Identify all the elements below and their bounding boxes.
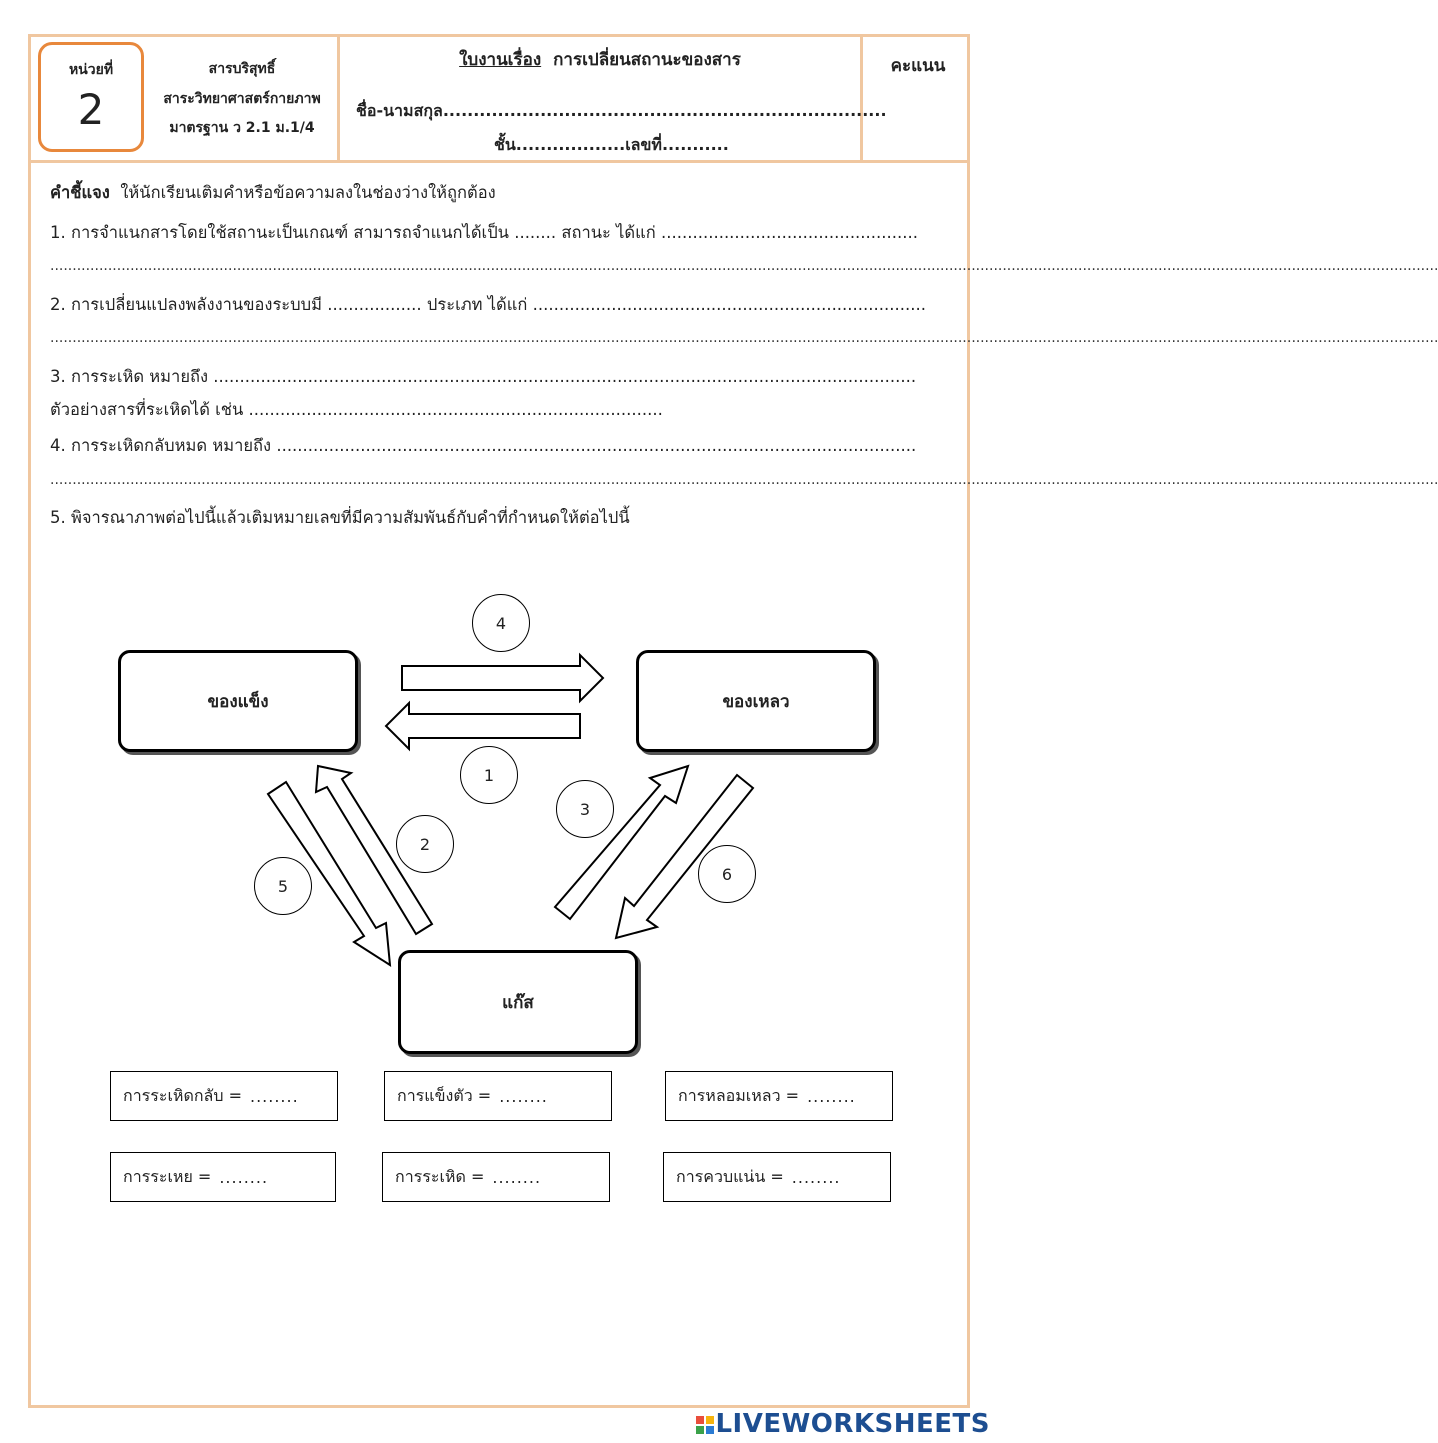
answer-blank[interactable]: ........	[219, 1167, 269, 1187]
name-field[interactable]: ชื่อ-นามสกุล.........................................................................	[356, 101, 887, 120]
answer-label: การระเหิด =	[395, 1166, 485, 1186]
subject-title: สารบริสุทธิ์	[208, 61, 276, 77]
answer-label: การระเหย =	[123, 1166, 212, 1186]
answer-label: การระเหิดกลับ =	[123, 1085, 242, 1105]
gas-box: แก๊ส	[398, 950, 638, 1054]
answer-line[interactable]: ........................................................................................................................................................................................................................................................................................................................	[50, 472, 1438, 488]
question-1[interactable]: 1. การจำแนกสารโดยใช้สถานะเป็นเกณฑ์ สามารถจำแนกได้เป็น ........ สถานะ ได้แก่ .................................................	[50, 223, 918, 242]
number-circle-4: 4	[472, 594, 530, 652]
number-circle-5: 5	[254, 857, 312, 915]
answer-blank[interactable]: ........	[250, 1086, 299, 1106]
number-circle-3: 3	[556, 780, 614, 838]
score-label: คะแนน	[890, 56, 946, 76]
instructions-label: คำชี้แจง	[50, 183, 110, 202]
arrow-solid-to-liquid	[402, 655, 603, 701]
solid-box: ของแข็ง	[118, 650, 358, 752]
answer-label: การแข็งตัว =	[397, 1085, 492, 1105]
number-circle-6: 6	[698, 845, 756, 903]
subject-standard: มาตรฐาน ว 2.1 ม.1/4	[169, 120, 315, 136]
answer-box-sublimation[interactable]	[382, 1152, 610, 1202]
instructions-text: ให้นักเรียนเติมคำหรือข้อความลงในช่องว่างให้ถูกต้อง	[120, 183, 496, 202]
question-4[interactable]: 4. การระเหิดกลับหมด หมายถึง ..........................................................................................................................	[50, 436, 917, 455]
answer-box-evaporation[interactable]	[110, 1152, 336, 1202]
question-2[interactable]: 2. การเปลี่ยนแปลงพลังงานของระบบมี .................. ประเภท ได้แก่ ...........................................................................	[50, 295, 926, 314]
question-3[interactable]: 3. การระเหิด หมายถึง ......................................................................................................................................	[50, 367, 917, 386]
answer-box-melting[interactable]	[665, 1071, 893, 1121]
number-circle-1: 1	[460, 746, 518, 804]
answer-blank[interactable]: ........	[499, 1086, 548, 1106]
answer-line[interactable]: ........................................................................................................................................................................................................................................................................................................................	[50, 258, 1438, 274]
worksheet-label: ใบงานเรื่อง	[459, 50, 542, 70]
liveworksheets-logo	[695, 1409, 990, 1439]
answer-box-deposition[interactable]	[110, 1071, 338, 1121]
answer-blank[interactable]: ........	[807, 1086, 856, 1106]
question-3-example[interactable]: ตัวอย่างสารที่ระเหิดได้ เช่น ...............................................................................	[50, 400, 663, 419]
answer-label: การหลอมเหลว =	[678, 1085, 800, 1105]
worksheet-topic: การเปลี่ยนสถานะของสาร	[553, 50, 741, 70]
logo-icon	[695, 1415, 715, 1435]
unit-number: 2	[77, 85, 105, 134]
arrow-liquid-to-solid	[386, 703, 580, 749]
answer-label: การควบแน่น =	[676, 1166, 784, 1186]
answer-box-freezing[interactable]	[384, 1071, 612, 1121]
subject-strand: สาระวิทยาศาสตร์กายภาพ	[163, 91, 321, 107]
answer-box-condensation[interactable]	[663, 1152, 891, 1202]
answer-blank[interactable]: ........	[791, 1167, 841, 1187]
answer-line[interactable]: ........................................................................................................................................................................................................................................................................................................................	[50, 330, 1438, 346]
question-5: 5. พิจารณาภาพต่อไปนี้แล้วเติมหมายเลขที่มีความสัมพันธ์กับคำที่กำหนดให้ต่อไปนี้	[50, 508, 630, 527]
number-circle-2: 2	[396, 815, 454, 873]
unit-label: หน่วยที่	[68, 62, 114, 78]
class-number-field[interactable]: ชั้น..................เลขที่...........	[494, 135, 729, 154]
liquid-box: ของเหลว	[636, 650, 876, 752]
answer-blank[interactable]: ........	[492, 1167, 542, 1187]
logo-text: LIVEWORKSHEETS	[715, 1409, 990, 1439]
